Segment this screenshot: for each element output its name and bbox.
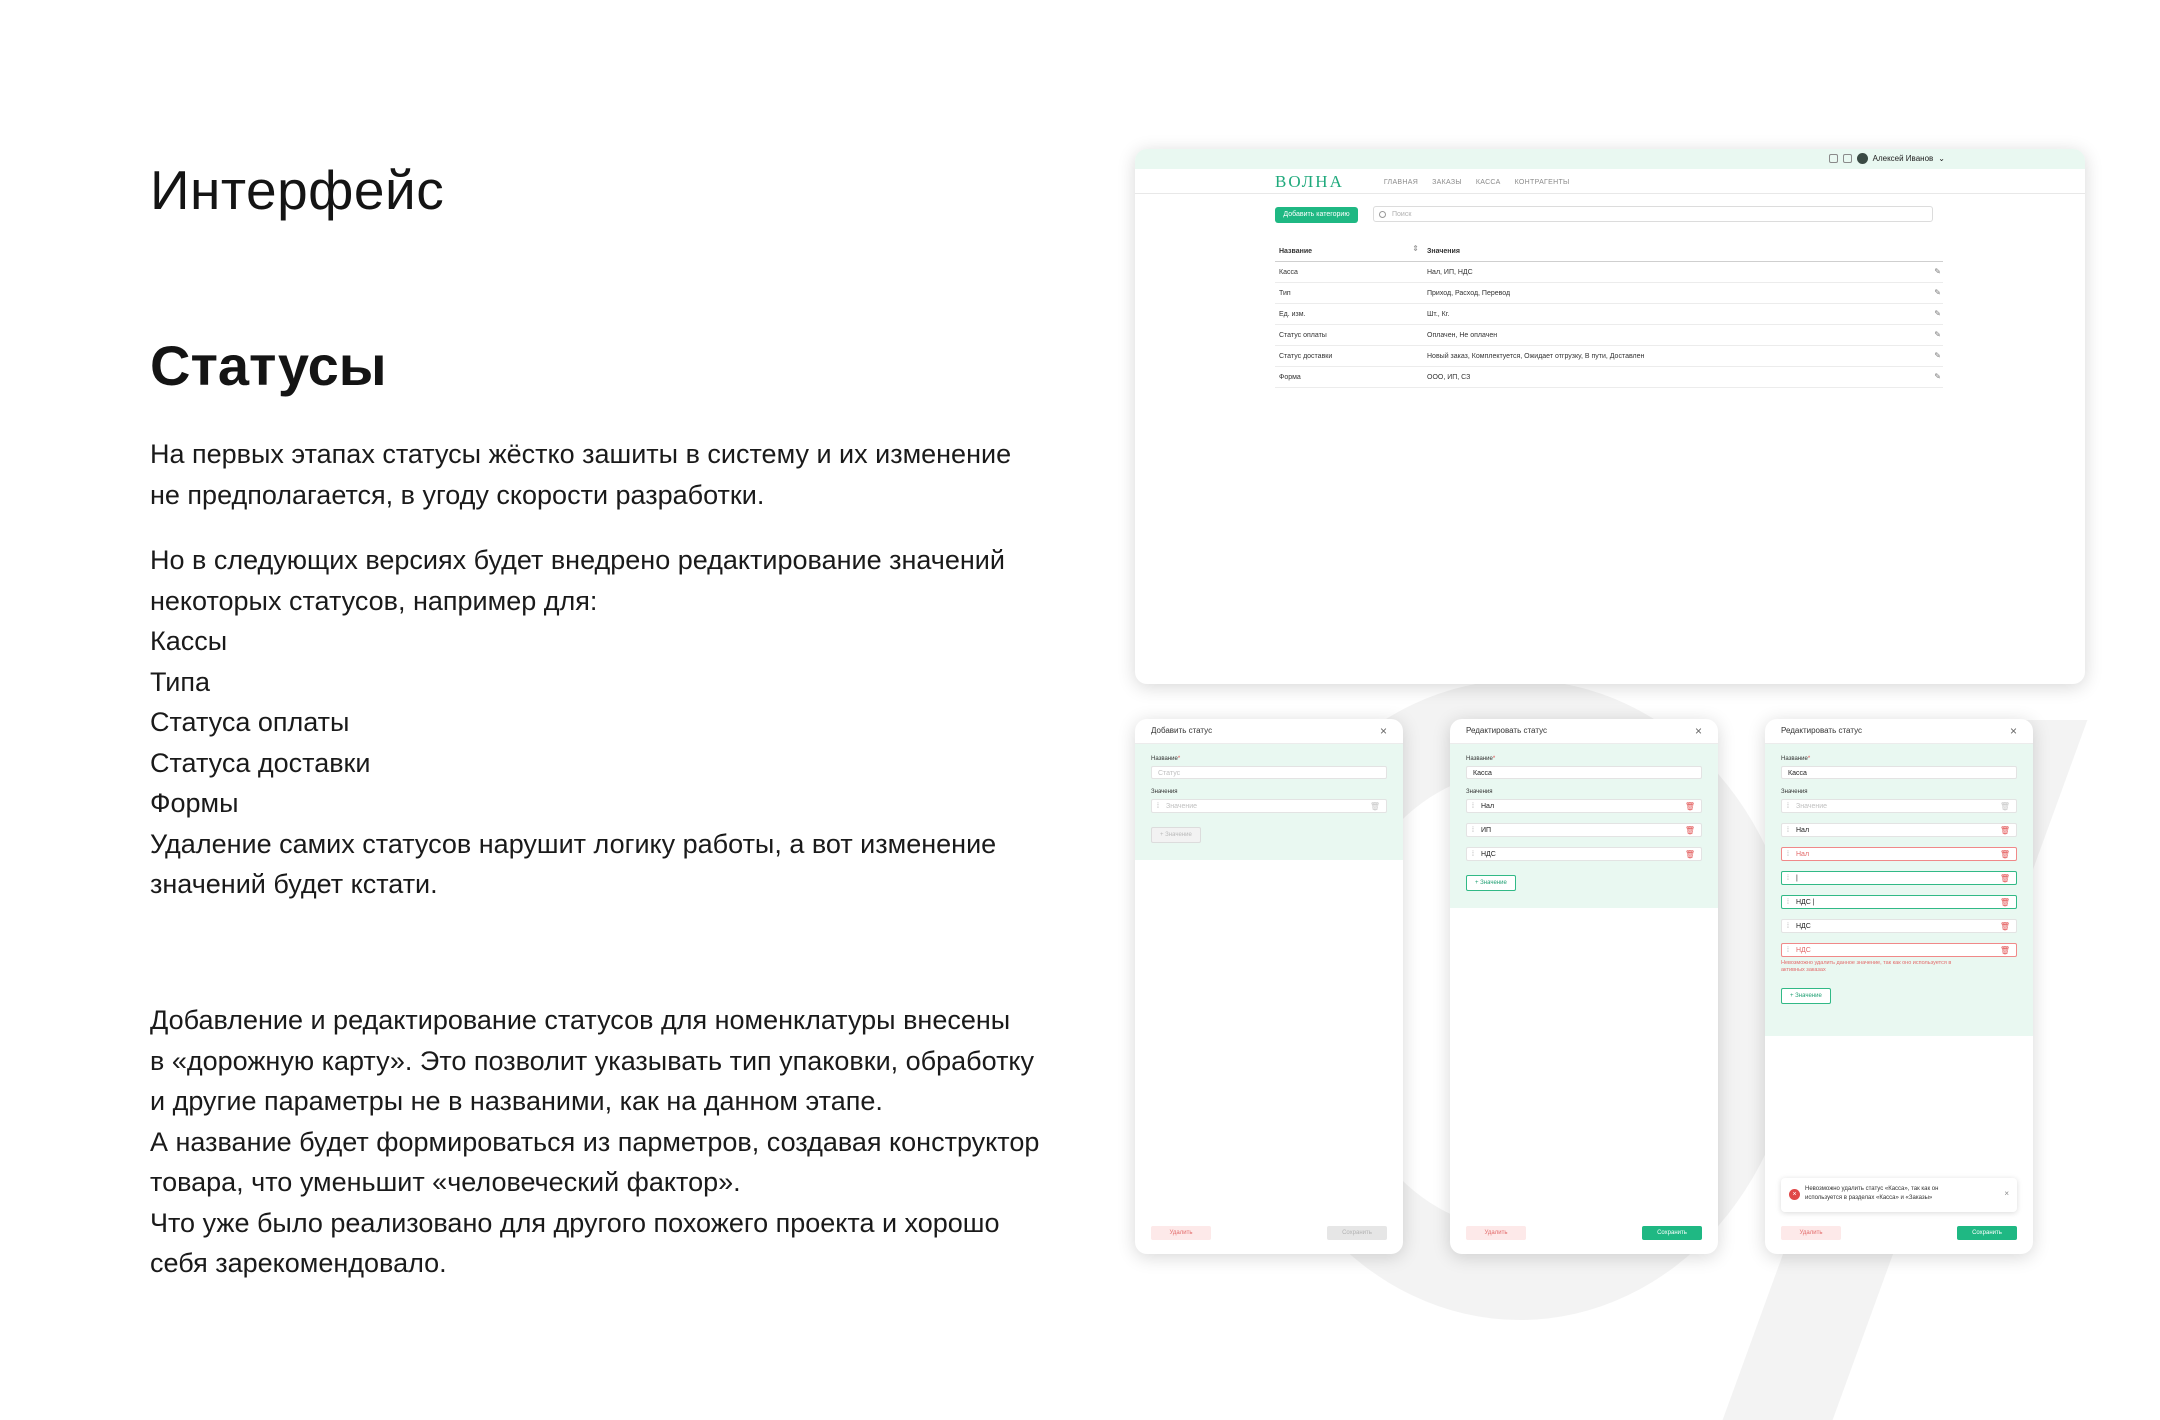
cell-name: Статус доставки bbox=[1279, 352, 1333, 360]
error-icon: × bbox=[1789, 1189, 1800, 1200]
user-menu[interactable] bbox=[1829, 153, 1945, 164]
trash-icon[interactable]: 🗑 bbox=[1999, 922, 2010, 931]
dialog-footer bbox=[1466, 1226, 1702, 1240]
nav-item-orders[interactable]: ЗАКАЗЫ bbox=[1432, 178, 1462, 186]
app-screenshot-statuses bbox=[1135, 149, 2085, 684]
drag-handle-icon[interactable]: ⁞ bbox=[1787, 947, 1789, 954]
delete-button[interactable]: Удалить bbox=[1781, 1226, 1841, 1240]
text-line: Но в следующих версиях будет внедрено редактирование значений bbox=[150, 545, 1005, 575]
save-button[interactable]: Сохранить bbox=[1957, 1226, 2017, 1240]
delete-button[interactable]: Удалить bbox=[1466, 1226, 1526, 1240]
avatar[interactable] bbox=[1857, 153, 1868, 164]
toast-text: используется в разделах «Касса» и «Заказы» bbox=[1805, 1195, 1933, 1201]
dialog-footer bbox=[1781, 1226, 2017, 1240]
error-toast bbox=[1781, 1178, 2017, 1212]
text-line: Статуса оплаты bbox=[150, 707, 350, 737]
value-input-active[interactable]: ⁞ | 🗑 bbox=[1781, 871, 2017, 885]
value-input[interactable]: ⁞ Нал 🗑 bbox=[1466, 799, 1702, 813]
drag-handle-icon[interactable]: ⁞ bbox=[1787, 899, 1789, 906]
cell-name: Ед. изм. bbox=[1279, 310, 1306, 318]
table-header bbox=[1275, 241, 1943, 262]
add-value-button[interactable]: + Значение bbox=[1151, 827, 1201, 843]
values-label: Значения bbox=[1466, 789, 1493, 795]
table-row[interactable] bbox=[1275, 367, 1943, 388]
drag-handle-icon[interactable]: ⁞ bbox=[1472, 851, 1474, 858]
edit-status-error-dialog bbox=[1765, 719, 2033, 1254]
statuses-table bbox=[1275, 241, 1943, 388]
trash-icon[interactable]: 🗑 bbox=[1684, 802, 1695, 811]
intro-paragraph bbox=[150, 434, 1110, 515]
value-input[interactable]: ⁞ НДС 🗑 bbox=[1466, 847, 1702, 861]
close-icon[interactable]: × bbox=[1379, 724, 1387, 738]
name-label: Название* bbox=[1781, 756, 1811, 762]
text-line: себя зарекомендовало. bbox=[150, 1248, 447, 1278]
dialog-title: Добавить статус × bbox=[1135, 719, 1403, 744]
dialog-body bbox=[1450, 744, 1718, 908]
close-icon[interactable]: × bbox=[2009, 724, 2017, 738]
search-placeholder: Поиск bbox=[1392, 211, 1412, 218]
drag-handle-icon[interactable]: ⁞ bbox=[1787, 875, 1789, 882]
col-header-name[interactable]: Название ⇕ bbox=[1279, 243, 1419, 255]
text-line: А название будет формироваться из парметров, создавая конструктор bbox=[150, 1126, 1040, 1157]
delete-button[interactable]: Удалить bbox=[1151, 1226, 1211, 1240]
trash-icon[interactable]: 🗑 bbox=[1999, 874, 2010, 883]
cell-name: Тип bbox=[1279, 289, 1291, 297]
drag-handle-icon[interactable]: ⁞ bbox=[1787, 851, 1789, 858]
text-line: Кассы bbox=[150, 626, 228, 656]
cell-values: Новый заказ, Комплектуется, Ожидает отгрузку, В пути, Доставлен bbox=[1427, 352, 1645, 360]
add-category-button[interactable]: Добавить категорию bbox=[1275, 207, 1358, 223]
dialog-body bbox=[1135, 744, 1403, 860]
drag-handle-icon[interactable]: ⁞ bbox=[1787, 923, 1789, 930]
col-header-values: Значения bbox=[1427, 247, 1460, 255]
text-line: некоторых статусов, например для: bbox=[150, 585, 598, 616]
cell-values: Шт., Кг. bbox=[1427, 310, 1450, 318]
text-line: Удаление самих статусов нарушит логику работы, а вот изменение bbox=[150, 828, 997, 859]
bell-icon[interactable] bbox=[1829, 154, 1838, 163]
nav-item-cash[interactable]: КАССА bbox=[1475, 178, 1501, 186]
trash-icon[interactable]: 🗑 bbox=[1999, 802, 2010, 811]
status-name-input[interactable]: Статус bbox=[1151, 766, 1387, 779]
add-value-button[interactable]: + Значение bbox=[1466, 875, 1516, 891]
drag-handle-icon[interactable]: ⁞ bbox=[1787, 803, 1789, 810]
trash-icon[interactable]: 🗑 bbox=[1999, 826, 2010, 835]
trash-icon[interactable]: 🗑 bbox=[1999, 850, 2010, 859]
text-line: На первых этапах статусы жёстко зашиты в систему и их изменение bbox=[150, 439, 1012, 469]
roadmap-paragraph bbox=[150, 1000, 1110, 1284]
plans-paragraph bbox=[150, 540, 1110, 905]
status-name-input[interactable]: Касса bbox=[1466, 766, 1702, 779]
table-row[interactable] bbox=[1275, 262, 1943, 283]
toast-text: Невозможно удалить статус «Касса», так как он bbox=[1805, 1186, 1939, 1192]
text-line: и другие параметры не в названими, как на данном этапе. bbox=[150, 1086, 883, 1116]
cell-name: Форма bbox=[1279, 373, 1301, 381]
edit-status-dialog bbox=[1450, 719, 1718, 1254]
add-status-dialog bbox=[1135, 719, 1403, 1254]
text-line: в «дорожную карту». Это позволит указывать тип упаковки, обработку bbox=[150, 1045, 1035, 1076]
dialog-title: Редактировать статус × bbox=[1450, 719, 1718, 744]
edit-icon[interactable]: ✎ bbox=[1934, 351, 1941, 360]
page-heading: Интерфейс bbox=[150, 159, 445, 221]
value-input[interactable]: ⁞ ИП 🗑 bbox=[1466, 823, 1702, 837]
app-topbar bbox=[1135, 149, 2085, 169]
text-line: Добавление и редактирование статусов для номенклатуры внесены bbox=[150, 1005, 1011, 1035]
table-row[interactable] bbox=[1275, 346, 1943, 367]
value-input-error[interactable]: ⁞ Нал 🗑 bbox=[1781, 847, 2017, 861]
save-button[interactable]: Сохранить bbox=[1642, 1226, 1702, 1240]
value-input[interactable]: ⁞ Нал 🗑 bbox=[1781, 823, 2017, 837]
text-line: Типа bbox=[150, 666, 211, 697]
drag-handle-icon[interactable]: ⁞ bbox=[1157, 803, 1159, 810]
add-value-button[interactable]: + Значение bbox=[1781, 988, 1831, 1004]
value-input[interactable]: ⁞ НДС 🗑 bbox=[1781, 919, 2017, 933]
edit-icon[interactable]: ✎ bbox=[1934, 267, 1941, 276]
user-name: Алексей Иванов bbox=[1872, 154, 1934, 163]
dialog-title: Редактировать статус × bbox=[1765, 719, 2033, 744]
text-line: Что уже было реализовано для другого похожего проекта и хорошо bbox=[150, 1207, 1000, 1238]
name-label: Название* bbox=[1466, 756, 1496, 762]
trash-icon[interactable]: 🗑 bbox=[1999, 946, 2010, 955]
drag-handle-icon[interactable]: ⁞ bbox=[1472, 827, 1474, 834]
value-input-error[interactable]: ⁞ НДС 🗑 bbox=[1781, 943, 2017, 957]
edit-icon[interactable]: ✎ bbox=[1934, 288, 1941, 297]
table-row[interactable] bbox=[1275, 325, 1943, 346]
search-icon bbox=[1379, 211, 1386, 218]
sort-icon[interactable]: ⇕ bbox=[1412, 243, 1419, 253]
edit-icon[interactable]: ✎ bbox=[1934, 309, 1941, 318]
cell-values: Нал, ИП, НДС bbox=[1427, 268, 1473, 276]
status-name-input[interactable]: Касса bbox=[1781, 766, 2017, 779]
text-line: товара, что уменьшит «человеческий фактор». bbox=[150, 1167, 741, 1197]
dialog-body bbox=[1765, 744, 2033, 1036]
text-line: Статуса доставки bbox=[150, 747, 371, 778]
cell-name: Статус оплаты bbox=[1279, 331, 1327, 339]
value-input[interactable]: ⁞ Значение 🗑 bbox=[1151, 799, 1387, 813]
text-line: значений будет кстати. bbox=[150, 869, 438, 899]
table-row[interactable] bbox=[1275, 283, 1943, 304]
save-button[interactable]: Сохранить bbox=[1327, 1226, 1387, 1240]
trash-icon[interactable]: 🗑 bbox=[1684, 850, 1695, 859]
values-label: Значения bbox=[1781, 789, 1808, 795]
drag-handle-icon[interactable]: ⁞ bbox=[1472, 803, 1474, 810]
app-logo[interactable]: ВОЛНА bbox=[1275, 172, 1344, 191]
nav-item-counterparties[interactable]: КОНТРАГЕНТЫ bbox=[1514, 178, 1570, 186]
trash-icon[interactable]: 🗑 bbox=[1369, 802, 1380, 811]
text-line: Формы bbox=[150, 788, 239, 818]
value-input[interactable]: ⁞ Значение 🗑 bbox=[1781, 799, 2017, 813]
edit-icon[interactable]: ✎ bbox=[1934, 330, 1941, 339]
trash-icon[interactable]: 🗑 bbox=[1684, 826, 1695, 835]
edit-icon[interactable]: ✎ bbox=[1934, 372, 1941, 381]
name-label: Название* bbox=[1151, 756, 1181, 762]
cell-values: Приход, Расход, Перевод bbox=[1427, 289, 1511, 297]
trash-icon[interactable]: 🗑 bbox=[1999, 898, 2010, 907]
values-label: Значения bbox=[1151, 789, 1178, 795]
text-line: не предполагается, в угоду скорости разработки. bbox=[150, 479, 765, 510]
close-icon[interactable]: × bbox=[2004, 1189, 2009, 1198]
close-icon[interactable]: × bbox=[1694, 724, 1702, 738]
table-row[interactable] bbox=[1275, 304, 1943, 325]
dialog-footer bbox=[1151, 1226, 1387, 1240]
cell-values: ООО, ИП, СЗ bbox=[1427, 373, 1471, 381]
section-heading: Статусы bbox=[150, 334, 387, 397]
value-input-active[interactable]: ⁞ НДС | 🗑 bbox=[1781, 895, 2017, 909]
cell-values: Оплачен, Не оплачен bbox=[1427, 331, 1498, 339]
divider bbox=[1135, 193, 2085, 194]
value-error-message: Невозможно удалить данное значение, так как оно используется в активных заказах bbox=[1781, 960, 1952, 973]
app-nav bbox=[1275, 173, 1584, 191]
cell-name: Касса bbox=[1279, 268, 1298, 276]
nav-item-home[interactable]: ГЛАВНАЯ bbox=[1383, 178, 1419, 186]
search-input[interactable] bbox=[1373, 206, 1933, 222]
drag-handle-icon[interactable]: ⁞ bbox=[1787, 827, 1789, 834]
gear-icon[interactable] bbox=[1843, 154, 1852, 163]
chevron-down-icon: ⌄ bbox=[1938, 154, 1945, 163]
